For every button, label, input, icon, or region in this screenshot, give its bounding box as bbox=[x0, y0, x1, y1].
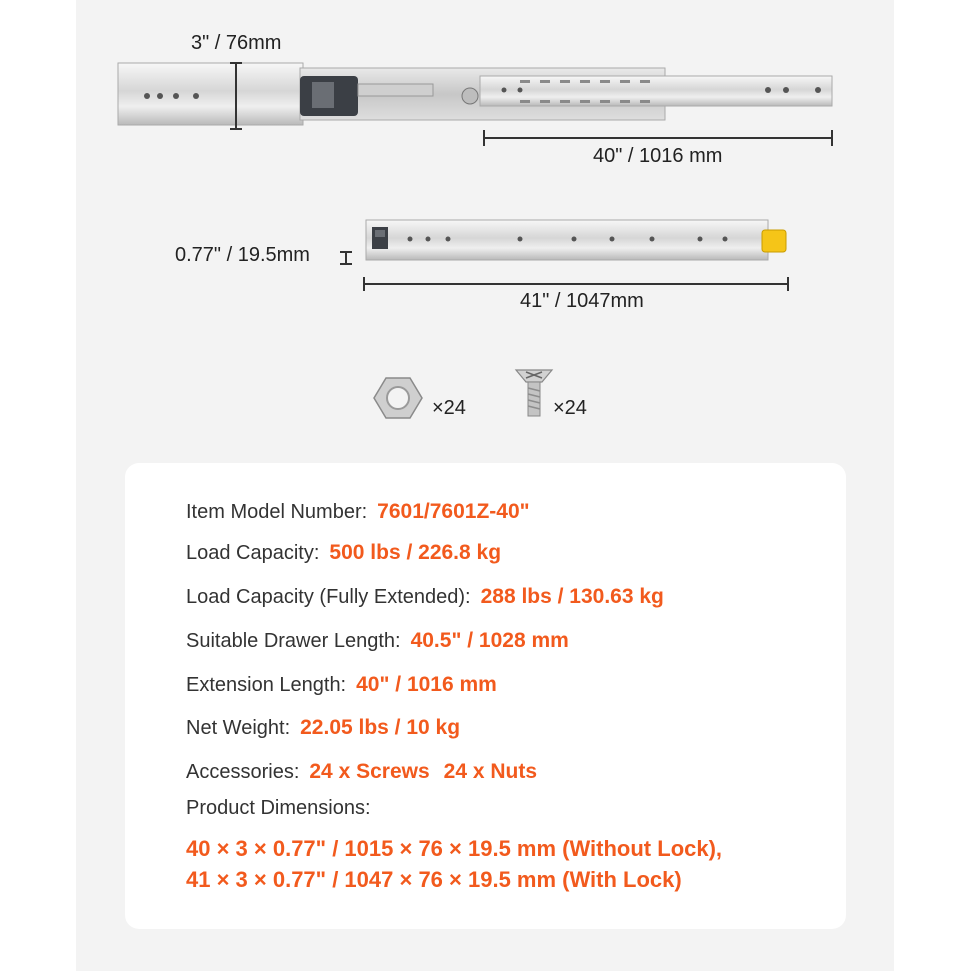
spec-load-extended-row bbox=[186, 585, 664, 609]
spec-label: Accessories: bbox=[186, 761, 300, 783]
closed-slide-illustration bbox=[0, 200, 970, 310]
screw-count: ×24 bbox=[553, 397, 587, 419]
flat-head-screw-icon bbox=[512, 364, 556, 422]
spec-value: 22.05 lbs / 10 kg bbox=[300, 716, 461, 739]
spec-label: Extension Length: bbox=[186, 674, 347, 696]
spec-label: Item Model Number: bbox=[186, 501, 368, 523]
spec-dimensions-with-lock: 41 × 3 × 0.77" / 1047 × 76 × 19.5 mm (With Lock) bbox=[186, 867, 682, 892]
nut-count: ×24 bbox=[432, 397, 466, 419]
spec-extension-length-row bbox=[186, 673, 497, 697]
spec-label: Suitable Drawer Length: bbox=[186, 630, 401, 652]
spec-net-weight-row bbox=[186, 716, 460, 740]
spec-drawer-length-row bbox=[186, 629, 569, 653]
spec-label: Load Capacity (Fully Extended): bbox=[186, 586, 471, 608]
spec-value: 40.5" / 1028 mm bbox=[410, 629, 569, 652]
spec-dimensions-label: Product Dimensions: bbox=[186, 797, 371, 819]
spec-dimensions-without-lock: 40 × 3 × 0.77" / 1015 × 76 × 19.5 mm (Without Lock), bbox=[186, 836, 723, 861]
thickness-dimension-label: 0.77" / 19.5mm bbox=[175, 244, 310, 266]
spec-label: Load Capacity: bbox=[186, 542, 320, 564]
height-dimension-label: 3" / 76mm bbox=[191, 32, 282, 54]
spec-value: 500 lbs / 226.8 kg bbox=[329, 541, 502, 564]
spec-value-nuts: 24 x Nuts bbox=[443, 760, 538, 783]
spec-value-screws: 24 x Screws bbox=[309, 760, 430, 783]
extension-dimension-label: 40" / 1016 mm bbox=[593, 145, 723, 167]
hex-nut-icon bbox=[374, 376, 424, 420]
spec-value: 40" / 1016 mm bbox=[356, 673, 497, 696]
spec-accessories-row bbox=[186, 760, 537, 784]
spec-value: 7601/7601Z-40" bbox=[377, 500, 530, 523]
spec-load-row bbox=[186, 541, 501, 565]
spec-card bbox=[125, 463, 846, 929]
spec-value: 288 lbs / 130.63 kg bbox=[480, 585, 664, 608]
length-dimension-label: 41" / 1047mm bbox=[520, 290, 644, 312]
extended-slide-illustration bbox=[0, 0, 970, 200]
spec-label: Net Weight: bbox=[186, 717, 291, 739]
spec-model-row bbox=[186, 500, 530, 524]
